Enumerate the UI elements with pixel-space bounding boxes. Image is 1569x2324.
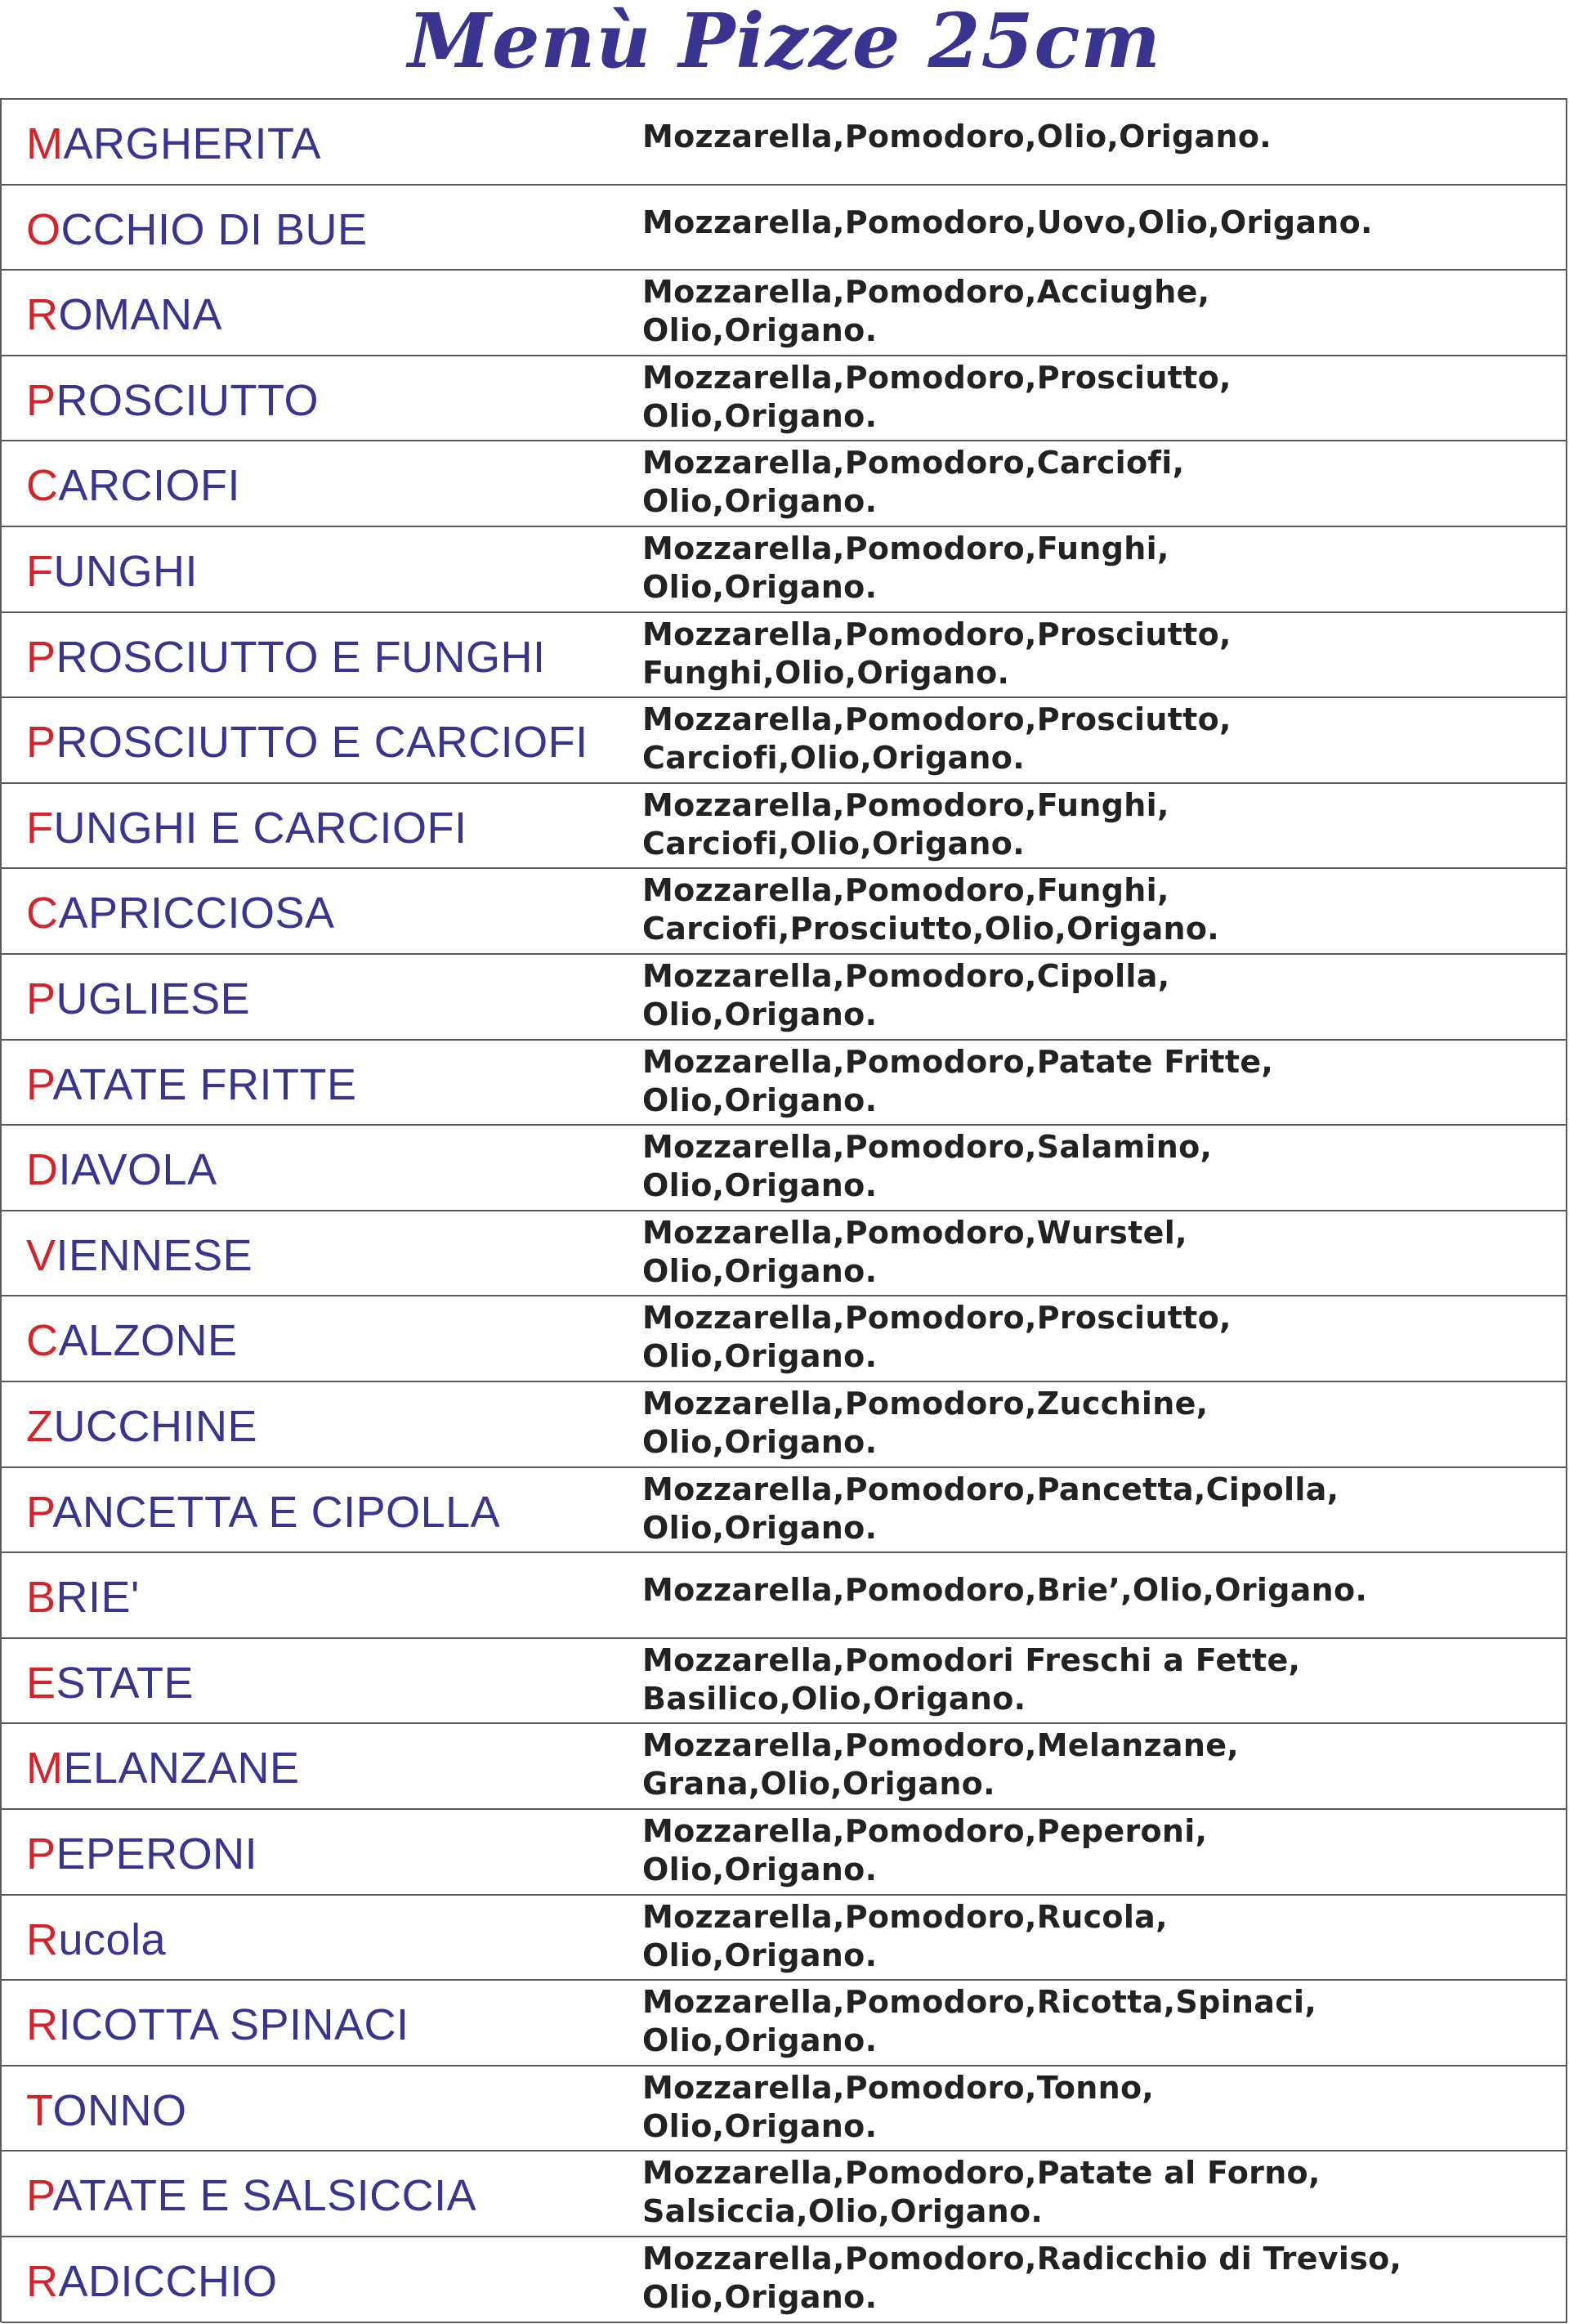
- ingredients-line: Mozzarella,Pomodoro,Funghi,: [642, 872, 1169, 909]
- pizza-name: [26, 804, 615, 853]
- pizza-name: [26, 1402, 615, 1451]
- ingredients-line: Basilico,Olio,Origano.: [642, 1680, 1026, 1717]
- ingredients-line: Olio,Origano.: [642, 569, 878, 605]
- pizza-name: [26, 974, 615, 1023]
- pizza-name: [26, 205, 615, 254]
- ingredients-line: Grana,Olio,Origano.: [642, 1766, 995, 1802]
- ingredients-line: Mozzarella,Pomodori Freschi a Fette,: [642, 1641, 1301, 1678]
- pizza-name: [26, 1488, 615, 1537]
- ingredients-line: Olio,Origano.: [642, 2022, 878, 2059]
- pizza-ingredients: [642, 1641, 1549, 1718]
- pizza-name-initial: Z: [26, 1402, 54, 1451]
- pizza-name: [26, 119, 615, 168]
- pizza-ingredients: [642, 530, 1549, 607]
- ingredients-line: Mozzarella,Pomodoro,Radicchio di Treviso,: [642, 2241, 1402, 2277]
- ingredients-line: Mozzarella,Pomodoro,Olio,Origano.: [642, 119, 1272, 154]
- ingredients-line: Olio,Origano.: [642, 1167, 878, 1204]
- pizza-row: [2, 1724, 1567, 1810]
- pizza-name-rest: ANCETTA E CIPOLLA: [52, 1487, 501, 1537]
- pizza-row: [2, 1810, 1567, 1896]
- pizza-ingredients: [642, 957, 1549, 1034]
- pizza-ingredients: [642, 616, 1549, 692]
- pizza-row: [2, 869, 1567, 955]
- ingredients-line: Funghi,Olio,Origano.: [642, 654, 1010, 691]
- pizza-ingredients: [642, 1214, 1549, 1291]
- pizza-name: [26, 718, 615, 767]
- ingredients-line: Mozzarella,Pomodoro,Cipolla,: [642, 958, 1170, 994]
- pizza-row: [2, 784, 1567, 870]
- pizza-row: [2, 1468, 1567, 1554]
- pizza-name-initial: R: [26, 1914, 59, 1964]
- pizza-name: [26, 2257, 615, 2306]
- pizza-name-initial: T: [26, 2085, 53, 2135]
- pizza-row: [2, 1553, 1567, 1639]
- pizza-ingredients: [642, 1385, 1549, 1462]
- ingredients-line: Olio,Origano.: [642, 1081, 878, 1118]
- pizza-name-initial: P: [26, 1059, 53, 1109]
- pizza-row: [2, 100, 1567, 186]
- pizza-row: [2, 1382, 1567, 1468]
- pizza-row: [2, 1981, 1567, 2067]
- pizza-name: [26, 633, 615, 682]
- pizza-ingredients: [642, 359, 1549, 436]
- pizza-ingredients: [642, 1898, 1549, 1975]
- pizza-ingredients: [642, 701, 1549, 777]
- pizza-row: [2, 2237, 1567, 2323]
- pizza-name-rest: ARCIOFI: [58, 461, 241, 511]
- ingredients-line: Mozzarella,Pomodoro,Acciughe,: [642, 274, 1210, 311]
- pizza-row: [2, 1296, 1567, 1382]
- ingredients-line: Olio,Origano.: [642, 1252, 878, 1289]
- pizza-row: [2, 527, 1567, 613]
- pizza-name-rest: ATATE E SALSICCIA: [52, 2171, 477, 2221]
- pizza-row: [2, 1041, 1567, 1126]
- pizza-name-rest: RIE': [56, 1573, 140, 1623]
- ingredients-line: Mozzarella,Pomodoro,Pancetta,Cipolla,: [642, 1471, 1339, 1507]
- ingredients-line: Mozzarella,Pomodoro,Prosciutto,: [642, 616, 1232, 652]
- ingredients-line: Mozzarella,Pomodoro,Tonno,: [642, 2069, 1155, 2106]
- ingredients-line: Olio,Origano.: [642, 1338, 878, 1375]
- pizza-name: [26, 461, 615, 510]
- ingredients-line: Mozzarella,Pomodoro,Melanzane,: [642, 1727, 1240, 1764]
- pizza-name-rest: OMANA: [58, 290, 223, 340]
- pizza-name: [26, 376, 615, 425]
- pizza-name-rest: ONNO: [52, 2085, 187, 2135]
- ingredients-line: Olio,Origano.: [642, 397, 878, 434]
- pizza-name: [26, 1060, 615, 1109]
- pizza-name-initial: R: [26, 2000, 59, 2050]
- pizza-ingredients: [642, 204, 1549, 242]
- pizza-name-rest: ATATE FRITTE: [52, 1059, 357, 1109]
- ingredients-line: Mozzarella,Pomodoro,Uovo,Olio,Origano.: [642, 204, 1373, 240]
- pizza-name-initial: P: [26, 1829, 56, 1878]
- pizza-row: [2, 1211, 1567, 1297]
- pizza-ingredients: [642, 1983, 1549, 2060]
- pizza-ingredients: [642, 1471, 1549, 1547]
- pizza-name-initial: B: [26, 1573, 56, 1623]
- pizza-name-initial: F: [26, 547, 54, 596]
- pizza-name: [26, 1145, 615, 1194]
- ingredients-line: Mozzarella,Pomodoro,Peperoni,: [642, 1813, 1208, 1849]
- pizza-row: [2, 2152, 1567, 2237]
- pizza-name: [26, 2000, 615, 2049]
- pizza-name-rest: APRICCIOSA: [58, 889, 335, 938]
- pizza-name-initial: V: [26, 1230, 56, 1280]
- pizza-row: [2, 613, 1567, 699]
- ingredients-line: Mozzarella,Pomodoro,Brie’,Olio,Origano.: [642, 1572, 1368, 1609]
- pizza-ingredients: [642, 444, 1549, 521]
- ingredients-line: Olio,Origano.: [642, 1424, 878, 1460]
- ingredients-line: Salsiccia,Olio,Origano.: [642, 2193, 1044, 2230]
- ingredients-line: Carciofi,Olio,Origano.: [642, 825, 1025, 862]
- pizza-ingredients: [642, 118, 1549, 156]
- pizza-ingredients: [642, 273, 1549, 350]
- pizza-name-rest: STATE: [56, 1658, 194, 1708]
- ingredients-line: Mozzarella,Pomodoro,Prosciutto,: [642, 1300, 1232, 1337]
- pizza-menu-table: [0, 98, 1567, 2322]
- pizza-name: [26, 1659, 615, 1708]
- ingredients-line: Mozzarella,Pomodoro,Funghi,: [642, 531, 1169, 566]
- ingredients-line: Mozzarella,Pomodoro,Funghi,: [642, 786, 1169, 823]
- ingredients-line: Olio,Origano.: [642, 996, 878, 1032]
- pizza-row: [2, 2067, 1567, 2152]
- ingredients-line: Mozzarella,Pomodoro,Patate al Forno,: [642, 2155, 1321, 2192]
- pizza-name-initial: M: [26, 119, 64, 168]
- ingredients-line: Mozzarella,Pomodoro,Prosciutto,: [642, 701, 1232, 738]
- pizza-name-initial: D: [26, 1145, 59, 1195]
- ingredients-line: Mozzarella,Pomodoro,Zucchine,: [642, 1386, 1209, 1422]
- pizza-name-rest: UNGHI: [53, 547, 198, 596]
- pizza-row: [2, 271, 1567, 356]
- pizza-ingredients: [642, 1299, 1549, 1376]
- pizza-name-initial: E: [26, 1658, 56, 1708]
- pizza-name-initial: C: [26, 889, 59, 938]
- pizza-row: [2, 356, 1567, 442]
- ingredients-line: Mozzarella,Pomodoro,Carciofi,: [642, 445, 1185, 481]
- pizza-ingredients: [642, 1043, 1549, 1120]
- pizza-row: [2, 1639, 1567, 1725]
- pizza-name-initial: P: [26, 632, 56, 682]
- ingredients-line: Mozzarella,Pomodoro,Rucola,: [642, 1898, 1168, 1935]
- pizza-row: [2, 1126, 1567, 1211]
- pizza-row: [2, 1896, 1567, 1981]
- pizza-row: [2, 186, 1567, 271]
- ingredients-line: Olio,Origano.: [642, 312, 878, 349]
- pizza-name-rest: ROSCIUTTO E CARCIOFI: [56, 718, 588, 768]
- pizza-name-initial: C: [26, 461, 59, 511]
- pizza-name-initial: F: [26, 803, 54, 853]
- pizza-name-initial: M: [26, 1744, 64, 1793]
- ingredients-line: Olio,Origano.: [642, 2107, 878, 2144]
- pizza-name-rest: ICOTTA SPINACI: [58, 2000, 409, 2050]
- pizza-name-rest: ARGHERITA: [63, 119, 322, 168]
- pizza-ingredients: [642, 1726, 1549, 1803]
- pizza-name: [26, 889, 615, 938]
- pizza-ingredients: [642, 2154, 1549, 2231]
- pizza-name-initial: P: [26, 375, 56, 425]
- pizza-name-rest: EPERONI: [56, 1829, 258, 1878]
- ingredients-line: Olio,Origano.: [642, 2279, 878, 2315]
- ingredients-line: Mozzarella,Pomodoro,Prosciutto,: [642, 359, 1232, 396]
- ingredients-line: Carciofi,Olio,Origano.: [642, 740, 1025, 777]
- pizza-name: [26, 1231, 615, 1280]
- pizza-name: [26, 2086, 615, 2135]
- pizza-name: [26, 2171, 615, 2220]
- pizza-ingredients: [642, 871, 1549, 948]
- pizza-name-rest: CCHIO DI BUE: [60, 204, 368, 254]
- pizza-ingredients: [642, 786, 1549, 863]
- ingredients-line: Carciofi,Prosciutto,Olio,Origano.: [642, 911, 1220, 947]
- pizza-name-rest: ELANZANE: [63, 1744, 300, 1793]
- pizza-name-rest: ADICCHIO: [58, 2257, 278, 2306]
- pizza-ingredients: [642, 1571, 1549, 1610]
- pizza-row: [2, 441, 1567, 527]
- pizza-name: [26, 1829, 615, 1878]
- pizza-name: [26, 1744, 615, 1793]
- pizza-ingredients: [642, 2069, 1549, 2146]
- ingredients-line: Mozzarella,Pomodoro,Salamino,: [642, 1129, 1213, 1166]
- pizza-ingredients: [642, 2240, 1549, 2317]
- pizza-name-rest: ROSCIUTTO: [56, 375, 320, 425]
- pizza-name-initial: P: [26, 718, 56, 768]
- pizza-name: [26, 1573, 615, 1622]
- pizza-name-initial: P: [26, 1487, 53, 1537]
- ingredients-line: Olio,Origano.: [642, 1937, 878, 1973]
- pizza-name-rest: ALZONE: [58, 1316, 238, 1366]
- pizza-name: [26, 1915, 615, 1964]
- pizza-name-initial: R: [26, 290, 59, 340]
- ingredients-line: Olio,Origano.: [642, 483, 878, 520]
- pizza-name: [26, 547, 615, 596]
- pizza-name-initial: P: [26, 2171, 53, 2221]
- pizza-name-rest: ROSCIUTTO E FUNGHI: [56, 632, 546, 682]
- pizza-name: [26, 290, 615, 339]
- pizza-name-rest: IENNESE: [56, 1230, 253, 1280]
- pizza-name-rest: IAVOLA: [58, 1145, 217, 1195]
- pizza-ingredients: [642, 1812, 1549, 1889]
- ingredients-line: Mozzarella,Pomodoro,Ricotta,Spinaci,: [642, 1984, 1317, 2021]
- pizza-name-initial: C: [26, 1316, 59, 1366]
- ingredients-line: Olio,Origano.: [642, 1852, 878, 1887]
- pizza-name-initial: O: [26, 204, 61, 254]
- pizza-name-initial: P: [26, 974, 56, 1023]
- menu-title: Menù Pizze 25cm: [408, 0, 1161, 85]
- pizza-row: [2, 698, 1567, 784]
- ingredients-line: Mozzarella,Pomodoro,Wurstel,: [642, 1214, 1187, 1251]
- pizza-name-rest: ucola: [58, 1914, 167, 1964]
- pizza-name-rest: UGLIESE: [56, 974, 251, 1023]
- pizza-ingredients: [642, 1128, 1549, 1205]
- pizza-name-rest: UCCHINE: [53, 1402, 258, 1451]
- pizza-row: [2, 955, 1567, 1041]
- ingredients-line: Olio,Origano.: [642, 1509, 878, 1546]
- pizza-name-initial: R: [26, 2257, 59, 2306]
- pizza-name-rest: UNGHI E CARCIOFI: [53, 803, 467, 853]
- ingredients-line: Mozzarella,Pomodoro,Patate Fritte,: [642, 1043, 1274, 1080]
- pizza-name: [26, 1316, 615, 1365]
